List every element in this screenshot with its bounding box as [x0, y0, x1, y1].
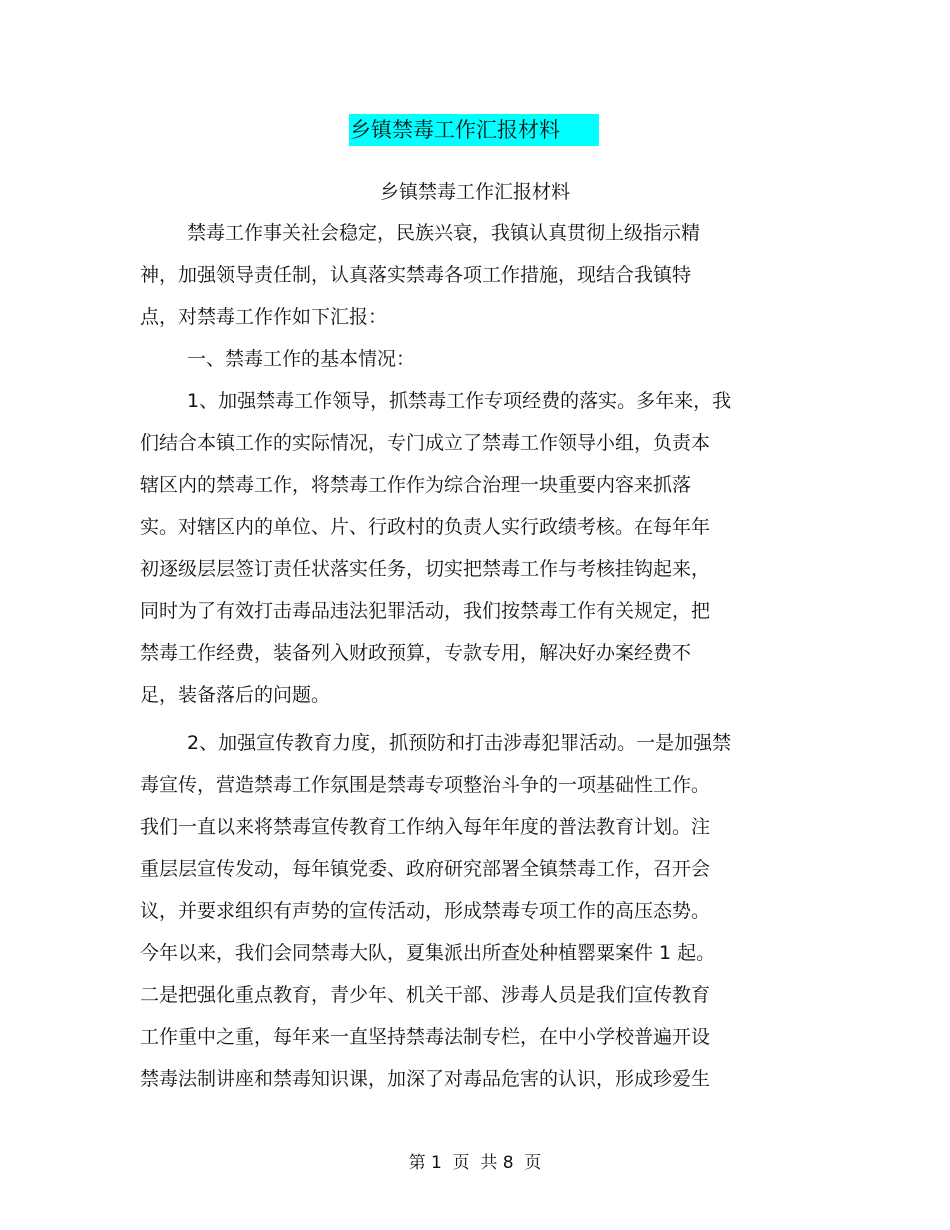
page-footer: 第 1 页 共 8 页	[408, 1153, 542, 1173]
document-subtitle: 乡镇禁毒工作汇报材料	[379, 181, 570, 203]
body-line: 点，对禁毒工作作如下汇报：	[140, 306, 388, 328]
body-line: 辖区内的禁毒工作，将禁毒工作作为综合治理一块重要内容来抓落	[140, 474, 692, 496]
body-line: 实。对辖区内的单位、片、行政村的负责人实行政绩考核。在每年年	[140, 516, 711, 538]
body-line: 神，加强领导责任制，认真落实禁毒各项工作措施，现结合我镇特	[140, 264, 692, 286]
section-heading: 一、禁毒工作的基本情况：	[187, 348, 416, 370]
body-line: 工作重中之重，每年来一直坚持禁毒法制专栏，在中小学校普遍开设	[140, 1026, 711, 1048]
body-line: 二是把强化重点教育，青少年、机关干部、涉毒人员是我们宣传教育	[140, 984, 711, 1006]
body-line: 禁毒工作事关社会稳定，民族兴衰，我镇认真贯彻上级指示精	[187, 222, 701, 244]
body-line: 议，并要求组织有声势的宣传活动，形成禁毒专项工作的高压态势。	[140, 900, 711, 922]
body-line: 2、加强宣传教育力度，抓预防和打击涉毒犯罪活动。一是加强禁	[187, 732, 732, 754]
body-line: 今年以来，我们会同禁毒大队，夏集派出所查处种植罂粟案件 1 起。	[140, 942, 716, 964]
document-title: 乡镇禁毒工作汇报材料	[350, 118, 560, 142]
body-line: 同时为了有效打击毒品违法犯罪活动，我们按禁毒工作有关规定，把	[140, 600, 711, 622]
body-line: 们结合本镇工作的实际情况，专门成立了禁毒工作领导小组，负责本	[140, 432, 711, 454]
body-line: 禁毒工作经费，装备列入财政预算，专款专用，解决好办案经费不	[140, 642, 692, 664]
body-line: 我们一直以来将禁毒宣传教育工作纳入每年年度的普法教育计划。注	[140, 816, 711, 838]
body-line: 重层层宣传发动，每年镇党委、政府研究部署全镇禁毒工作，召开会	[140, 858, 711, 880]
body-line: 毒宣传，营造禁毒工作氛围是禁毒专项整治斗争的一项基础性工作。	[140, 774, 711, 796]
body-line: 初逐级层层签订责任状落实任务，切实把禁毒工作与考核挂钩起来，	[140, 558, 711, 580]
body-line: 禁毒法制讲座和禁毒知识课，加深了对毒品危害的认识，形成珍爱生	[140, 1068, 711, 1090]
body-line: 足，装备落后的问题。	[140, 684, 331, 706]
body-line: 1、加强禁毒工作领导，抓禁毒工作专项经费的落实。多年来，我	[187, 390, 732, 412]
